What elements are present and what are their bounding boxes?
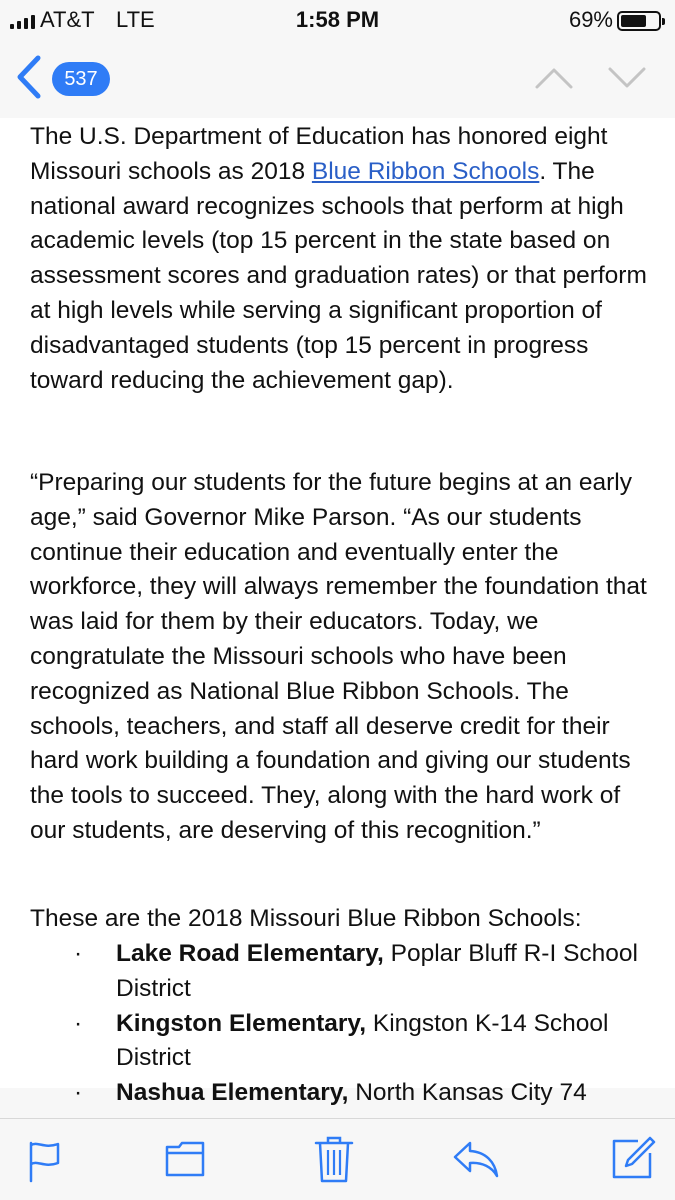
list-bullet: ·	[74, 1079, 83, 1107]
network-type: LTE	[116, 7, 155, 32]
paragraph-intro	[30, 120, 660, 398]
blue-ribbon-schools-link[interactable]: Blue Ribbon Schools	[311, 157, 540, 185]
compose-icon[interactable]	[610, 1135, 656, 1181]
intro-text-continued: . The national award recognizes schools that perform at high academic levels (top 15 percent in the state based on assessment scores and graduation rates) or that perform at high levels while serving a significant proportion of disadvantaged students (top 15 percent in progress toward reducing the achievement gap).	[30, 157, 647, 394]
paragraph-list-intro: These are the 2018 Missouri Blue Ribbon Schools:	[30, 905, 582, 932]
list-bullet: ·	[74, 1009, 83, 1037]
battery-percent: 69%	[568, 7, 613, 32]
list-item	[0, 1007, 660, 1077]
paragraph-quote: “Preparing our students for the future begins at an early age,” said Governor Mike Parson. “As our students continue their education and eventually enter the workforce, they will always remember the foundation that was laid for them by their educators. Today, we congratulate the Missouri schools who have been recognized as National Blue Ribbon Schools. The schools, teachers, and staff all deserve credit for their hard work building a foundation and giving our students the tools to succeed. They, along with the hard work of our students, are deserving of this recognition.”	[30, 469, 647, 844]
list-item	[0, 937, 660, 1007]
email-body[interactable]	[0, 118, 675, 1107]
intro-text: The U.S. Department of Education has honored eight Missouri schools as 2018	[30, 123, 608, 185]
battery-icon	[617, 11, 661, 31]
trash-icon[interactable]	[314, 1135, 354, 1185]
school-name: Kingston Elementary,	[116, 1009, 367, 1037]
school-name: Nashua Elementary,	[116, 1079, 349, 1107]
bottom-toolbar	[0, 1118, 675, 1200]
school-district: Poplar Bluff R-I School District	[116, 940, 638, 1002]
reply-icon[interactable]	[452, 1139, 500, 1179]
nav-bar	[0, 40, 675, 112]
status-time: 1:58 PM	[295, 7, 380, 32]
school-list	[0, 937, 675, 1111]
next-message-icon[interactable]	[607, 66, 647, 90]
back-count-badge[interactable]: 537	[52, 62, 110, 96]
list-bullet: ·	[74, 940, 83, 967]
status-bar	[0, 0, 675, 40]
school-name: Lake Road Elementary,	[116, 940, 384, 967]
list-item	[0, 1076, 660, 1111]
carrier-name: AT&T	[40, 7, 95, 32]
previous-message-icon[interactable]	[534, 66, 574, 90]
folder-icon[interactable]	[164, 1139, 206, 1179]
flag-icon[interactable]	[26, 1139, 62, 1183]
school-district: North Kansas City 74	[348, 1079, 587, 1107]
back-chevron-icon[interactable]	[14, 54, 44, 100]
school-district: Kingston K-14 School District	[116, 1009, 609, 1072]
